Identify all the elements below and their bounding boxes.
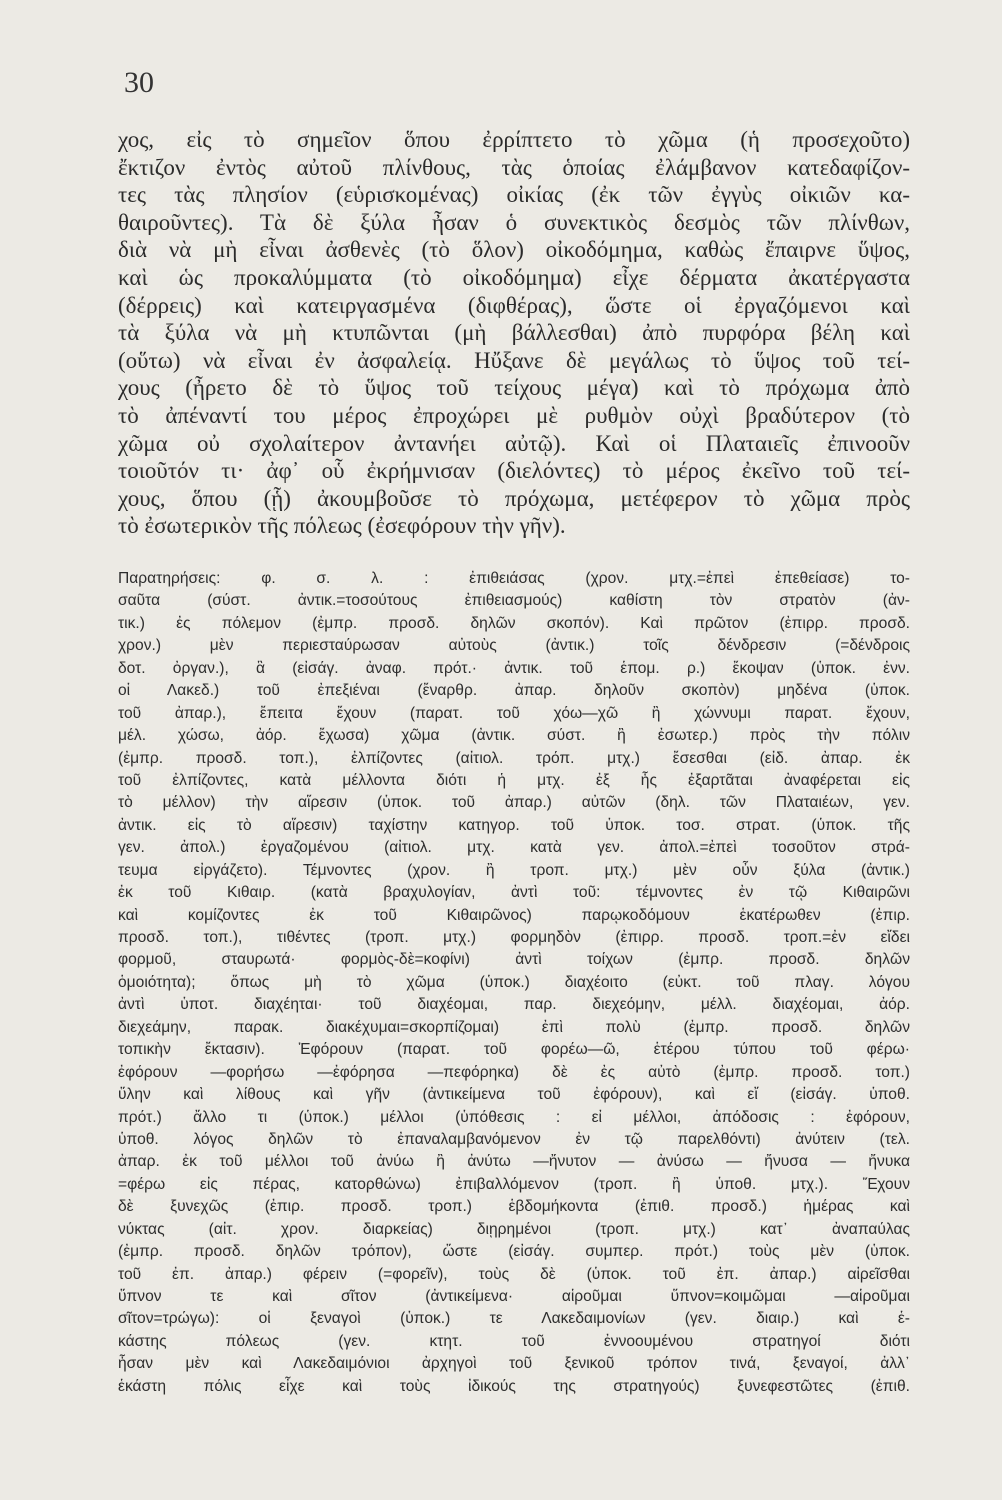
notes-line: τοῦ ἐλπίζοντες, κατὰ μέλλοντα διότι ἡ μτχ. ἐξ ἧς ἐξαρτᾶται ἀναφέρεται εἰς xyxy=(118,771,910,789)
main-text-line: (οὕτω) νὰ εἶναι ἐν ἀσφαλείᾳ. Ηὔξανε δὲ μεγάλως τὸ ὕψος τοῦ τεί- xyxy=(118,347,910,373)
main-text-line: χους (ἦρετο δὲ τὸ ὕψος τοῦ τείχους μέγα) καὶ τὸ πρόχωμα ἀπὸ xyxy=(118,375,910,401)
main-text-line: χους, ὅπου (ᾗ) ἀκουμβοῦσε τὸ πρόχωμα, μετέφερον τὸ χῶμα πρὸς xyxy=(118,485,910,511)
main-text-line: χῶμα οὐ σχολαίτερον ἀντανήει αὐτῷ). Καὶ οἱ Πλαταιεῖς ἐπινοοῦν xyxy=(118,430,910,456)
notes-line: τὸ μέλλον) τὴν αἵρεσιν (ὑποκ. τοῦ ἀπαρ.) αὐτῶν (δηλ. τῶν Πλαταιέων, γεν. xyxy=(118,794,910,812)
notes-line: δὲ ξυνεχῶς (ἐπιρ. προσδ. τροπ.) ἑβδομήκοντα (ἐπιθ. προσδ.) ἡμέρας καὶ xyxy=(118,1198,910,1216)
notes-line: ἦσαν μὲν καὶ Λακεδαιμόνιοι ἀρχηγοὶ τοῦ ξενικοῦ τρόπον τινά, ξεναγοί, ἀλλ᾽ xyxy=(118,1355,910,1373)
notes-line: ἀντὶ ὑποτ. διαχέηται· τοῦ διαχέομαι, παρ. διεχεόμην, μέλλ. διαχέομαι, ἀόρ. xyxy=(118,996,910,1014)
notes-line: Παρατηρήσεις: φ. σ. λ. : ἐπιθειάσας (χρον. μτχ.=ἐπεὶ ἐπεθείασε) το- xyxy=(118,570,910,587)
notes-line: ἀντικ. εἰς τὸ αἵρεσιν) ταχίστην κατηγορ. τοῦ ὑποκ. τοσ. στρατ. (ὑποκ. τῆς xyxy=(118,816,910,834)
main-text-line: καὶ ὡς προκαλύμματα (τὸ οἰκοδόμημα) εἶχε δέρματα ἀκατέργαστα xyxy=(118,264,910,290)
notes-line: καὶ κομίζοντες ἐκ τοῦ Κιθαιρῶνος) παρῳκοδόμουν ἑκατέρωθεν (ἐπιρ. xyxy=(118,906,910,924)
main-text-line: χος, εἰς τὸ σημεῖον ὅπου ἐρρίπτετο τὸ χῶμα (ἡ προσεχοῦτο) xyxy=(118,127,910,152)
main-text-block xyxy=(118,126,910,540)
main-text-line: θαιροῦντες). Τὰ δὲ ξύλα ἦσαν ὁ συνεκτικὸς δεσμὸς τῶν πλίνθων, xyxy=(118,209,910,235)
main-text-line: (δέρρεις) καὶ κατειργασμένα (διφθέρας), ὥστε οἱ ἐργαζόμενοι καὶ xyxy=(118,292,910,318)
notes-line: ὁμοιότητα); ὅπως μὴ τὸ χῶμα (ὑποκ.) διαχέοιτο (εὐκτ. τοῦ πλαγ. λόγου xyxy=(118,973,910,991)
notes-line: πρότ.) ἄλλο τι (ὑποκ.) μέλλοι (ὑπόθεσις : εἰ μέλλοι, ἀπόδοσις : ἐφόρουν, xyxy=(118,1108,910,1126)
notes-line: τοῦ ἐπ. ἀπαρ.) φέρειν (=φορεῖν), τοὺς δὲ (ὑποκ. τοῦ ἐπ. ἀπαρ.) αἱρεῖσθαι xyxy=(118,1265,910,1283)
notes-line: φορμοῦ, σταυρωτά· φορμὸς-δὲ=κοφίνι) ἀντὶ τοίχων (ἐμπρ. προσδ. δηλῶν xyxy=(118,951,910,969)
notes-line: ἐκ τοῦ Κιθαιρ. (κατὰ βραχυλογίαν, ἀντὶ τοῦ: τέμνοντες ἐν τῷ Κιθαιρῶνι xyxy=(118,884,910,902)
notes-line: σῖτον=τρώγω): οἱ ξεναγοὶ (ὑποκ.) τε Λακεδαιμονίων (γεν. διαιρ.) καὶ ἑ- xyxy=(118,1310,910,1328)
main-text-line: τοιοῦτόν τι· ἀφ᾽ οὗ ἐκρήμνισαν (διελόντες) τὸ μέρος ἐκεῖνο τοῦ τεί- xyxy=(118,458,910,484)
notes-line: προσδ. τοπ.), τιθέντες (τροπ. μτχ.) φορμηδὸν (ἐπιρρ. προσδ. τροπ.=ἐν εἴδει xyxy=(118,929,910,946)
notes-line: ὕλην καὶ λίθους καὶ γῆν (ἀντικείμενα τοῦ ἐφόρουν), καὶ εἴ (εἰσάγ. ὑποθ. xyxy=(118,1086,910,1104)
notes-line: (ἐμπρ. προσδ. δηλῶν τρόπον), ὥστε (εἰσάγ. συμπερ. πρότ.) τοὺς μὲν (ὑποκ. xyxy=(118,1243,910,1261)
main-text-line: τὸ ἀπέναντί του μέρος ἐπροχώρει μὲ ρυθμὸν οὐχὶ βραδύτερον (τὸ xyxy=(118,402,910,428)
notes-line: =φέρω εἰς πέρας, κατορθώνω) ἐπιβαλλόμενον (τροπ. ἢ ὑποθ. μτχ.). Ἔχουν xyxy=(118,1175,910,1193)
notes-line: μέλ. χώσω, ἀόρ. ἔχωσα) χῶμα (ἀντικ. σύστ. ἢ ἐσωτερ.) πρὸς τὴν πόλιν xyxy=(118,727,910,745)
notes-line: σαῦτα (σύστ. ἀντικ.=τοσούτους ἐπιθειασμούς) καθίστη τὸν στρατὸν (ἀν- xyxy=(118,592,910,610)
notes-line: γεν. ἀπολ.) ἐργαζομένου (αἰτιολ. μτχ. κατὰ γεν. ἀπολ.=ἐπεὶ τοσοῦτον στρά- xyxy=(118,839,910,857)
notes-line: δοτ. ὀργαν.), ἃ (εἰσάγ. ἀναφ. πρότ.· ἀντικ. τοῦ ἑπομ. ρ.) ἔκοψαν (ὑποκ. ἐνν. xyxy=(118,659,910,677)
notes-line: ἀπαρ. ἐκ τοῦ μέλλοι τοῦ ἀνύω ἢ ἀνύτω —ἤνυτον — ἀνύσω — ἤνυσα — ἤνυκα xyxy=(118,1153,910,1171)
notes-line: ὕπνον τε καὶ σῖτον (ἀντικείμενα· αἱροῦμαι ὕπνον=κοιμῶμαι —αἱροῦμαι xyxy=(118,1288,910,1305)
main-text-line: τὰ ξύλα νὰ μὴ κτυπῶνται (μὴ βάλλεσθαι) ἀπὸ πυρφόρα βέλη καὶ xyxy=(118,320,910,346)
notes-line: ἐφόρουν —φορήσω —ἐφόρησα —πεφόρηκα) δὲ ἐς αὐτὸ (ἐμπρ. προσδ. τοπ.) xyxy=(118,1063,910,1081)
notes-line: τοπικὴν ἔκτασιν). Ἐφόρουν (παρατ. τοῦ φορέω—ῶ, ἑτέρου τύπου τοῦ φέρω· xyxy=(118,1041,910,1059)
notes-line: ὑποθ. λόγος δηλῶν τὸ ἐπαναλαμβανόμενον ἐν τῷ παρελθόντι) ἀνύτειν (τελ. xyxy=(118,1130,910,1148)
main-text-line: τὸ ἐσωτερικὸν τῆς πόλεως (ἐσεφόρουν τὴν γῆν). xyxy=(118,513,566,539)
notes-line: χρον.) μὲν περιεσταύρωσαν αὐτοὺς (ἀντικ.) τοῖς δένδρεσιν (=δένδροις xyxy=(118,637,910,655)
notes-line: κάστης πόλεως (γεν. κτητ. τοῦ ἐννοουμένου στρατηγοί διότι xyxy=(118,1332,910,1350)
main-text-line: ἔκτιζον ἐντὸς αὐτοῦ πλίνθους, τὰς ὁποίας ἐλάμβανον κατεδαφίζον- xyxy=(118,154,910,180)
notes-line: οἱ Λακεδ.) τοῦ ἐπεξιέναι (ἔναρθρ. ἀπαρ. δηλοῦν σκοπὸν) μηδένα (ὑποκ. xyxy=(118,682,910,700)
notes-line: τικ.) ἐς πόλεμον (ἐμπρ. προσδ. δηλῶν σκοπόν). Καὶ πρῶτον (ἐπιρρ. προσδ. xyxy=(118,614,910,632)
notes-block xyxy=(118,568,910,1398)
main-text-line: διὰ νὰ μὴ εἶναι ἀσθενὲς (τὸ ὅλον) οἰκοδόμημα, καθὼς ἔπαιρνε ὕψος, xyxy=(118,237,910,263)
notes-line: τευμα εἰργάζετο). Τέμνοντες (χρον. ἢ τροπ. μτχ.) μὲν οὖν ξύλα (ἀντικ.) xyxy=(118,861,910,879)
notes-line: (ἐμπρ. προσδ. τοπ.), ἐλπίζοντες (αἰτιολ. τρόπ. μτχ.) ἔσεσθαι (εἰδ. ἀπαρ. ἐκ xyxy=(118,749,910,767)
notes-line: τοῦ ἀπαρ.), ἔπειτα ἔχουν (παρατ. τοῦ χόω—χῶ ἢ χώννυμι παρατ. ἔχουν, xyxy=(118,704,910,722)
main-text-line: τες τὰς πλησίον (εὑρισκομένας) οἰκίας (ἐκ τῶν ἐγγὺς οἰκιῶν κα- xyxy=(118,182,910,208)
notes-line: διεχεάμην, παρακ. διακέχυμαι=σκορπίζομαι) ἐπὶ πολὺ (ἐμπρ. προσδ. δηλῶν xyxy=(118,1018,910,1036)
page-number: 30 xyxy=(124,66,154,99)
notes-line: ἑκάστη πόλις εἶχε καὶ τοὺς ἰδικούς της στρατηγούς) ξυνεφεστῶτες (ἐπιθ. xyxy=(118,1377,910,1395)
notes-line: νύκτας (αἰτ. χρον. διαρκείας) διῃρημένοι (τροπ. μτχ.) κατ᾽ ἀναπαύλας xyxy=(118,1220,910,1238)
